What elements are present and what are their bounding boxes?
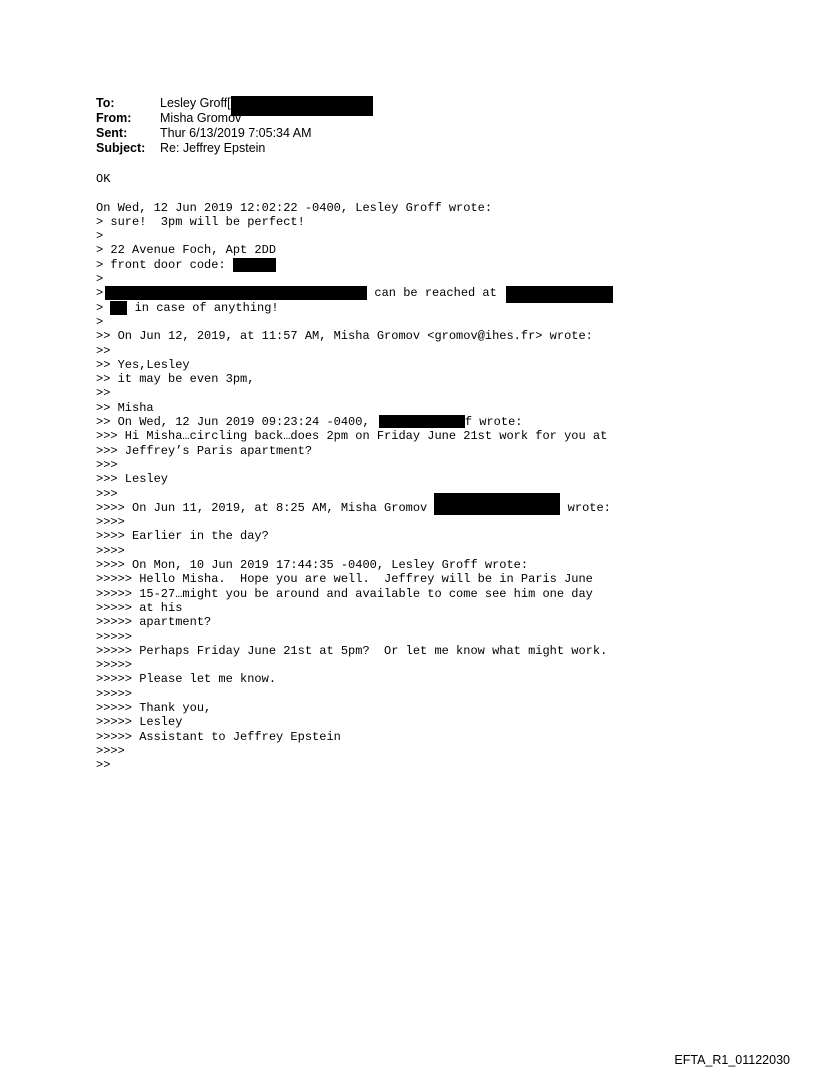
body-text: >> On Wed, 12 Jun 2019 09:23:24 -0400, bbox=[96, 415, 377, 430]
body-line: >>> bbox=[96, 457, 118, 472]
body-line: >> bbox=[96, 343, 111, 358]
sent-value: Thur 6/13/2019 7:05:34 AM bbox=[160, 126, 312, 140]
redaction-block bbox=[105, 286, 367, 300]
subject-label: Subject: bbox=[96, 141, 146, 155]
body-line: >>>> bbox=[96, 543, 125, 558]
body-line: >> bbox=[96, 386, 111, 401]
redaction-block bbox=[110, 301, 127, 315]
body-text: wrote: bbox=[560, 500, 611, 515]
document-id: EFTA_R1_01122030 bbox=[674, 1053, 790, 1067]
body-line: >>> Jeffrey’s Paris apartment? bbox=[96, 443, 313, 458]
body-line: >>>>> at his bbox=[96, 600, 183, 615]
from-value: Misha Gromov bbox=[160, 111, 242, 125]
body-line bbox=[96, 286, 613, 300]
to-text: Lesley Groff[ bbox=[160, 96, 231, 110]
email-body bbox=[96, 172, 613, 772]
body-line: >> bbox=[96, 758, 111, 773]
body-text: > bbox=[96, 300, 111, 315]
body-text: >>>> On Jun 11, 2019, at 8:25 AM, Misha Gromov bbox=[96, 500, 435, 515]
to-label: To: bbox=[96, 96, 115, 110]
body-line: >>>>> bbox=[96, 629, 133, 644]
body-line: OK bbox=[96, 172, 111, 186]
body-line: >>>> On Mon, 10 Jun 2019 17:44:35 -0400, Lesley Groff wrote: bbox=[96, 558, 529, 573]
body-line: >> On Jun 12, 2019, at 11:57 AM, Misha Gromov <gromov@ihes.fr> wrote: bbox=[96, 329, 593, 344]
body-line: > bbox=[96, 314, 104, 329]
from-label: From: bbox=[96, 111, 132, 125]
body-line: >>> Hi Misha…circling back…does 2pm on Friday June 21st work for you at bbox=[96, 429, 608, 444]
body-text: can be reached at bbox=[367, 286, 505, 301]
body-text: > front door code: bbox=[96, 257, 233, 272]
sent-label: Sent: bbox=[96, 126, 128, 140]
body-line: >>>>> Thank you, bbox=[96, 700, 212, 715]
body-text: > bbox=[96, 286, 104, 301]
body-line: >>>> Earlier in the day? bbox=[96, 529, 269, 544]
body-line: >>>>> Assistant to Jeffrey Epstein bbox=[96, 729, 341, 744]
body-line: > sure! 3pm will be perfect! bbox=[96, 214, 305, 229]
body-line: > 22 Avenue Foch, Apt 2DD bbox=[96, 243, 277, 258]
redaction-block bbox=[233, 258, 276, 272]
body-line: >>>> bbox=[96, 743, 125, 758]
body-line: >> it may be even 3pm, bbox=[96, 372, 255, 387]
body-line: >>>>> bbox=[96, 658, 133, 673]
body-line bbox=[96, 501, 613, 515]
body-text: in case of anything! bbox=[127, 300, 279, 315]
body-line bbox=[96, 258, 613, 272]
body-line: >>>>> Please let me know. bbox=[96, 672, 277, 687]
body-line: On Wed, 12 Jun 2019 12:02:22 -0400, Lesley Groff wrote: bbox=[96, 200, 493, 215]
body-line: >>>>> Lesley bbox=[96, 715, 183, 730]
body-line bbox=[96, 301, 613, 315]
redaction-block bbox=[231, 96, 373, 116]
body-line: >> Misha bbox=[96, 400, 154, 415]
body-line: > bbox=[96, 229, 104, 244]
body-line: >>>>> Hello Misha. Hope you are well. Jeffrey will be in Paris June bbox=[96, 572, 593, 587]
body-line: >>> bbox=[96, 486, 118, 501]
body-line bbox=[96, 415, 613, 429]
body-line: >>>>> apartment? bbox=[96, 615, 212, 630]
body-line: > bbox=[96, 272, 104, 287]
body-line: >>>>> bbox=[96, 686, 133, 701]
body-line: >> Yes,Lesley bbox=[96, 357, 190, 372]
body-text: f wrote: bbox=[464, 415, 523, 430]
body-line: >>> Lesley bbox=[96, 472, 169, 487]
body-line: >>>>> Perhaps Friday June 21st at 5pm? Or let me know what might work. bbox=[96, 643, 608, 658]
subject-value: Re: Jeffrey Epstein bbox=[160, 141, 266, 155]
redaction-block bbox=[379, 415, 465, 428]
body-line: >>>>> 15-27…might you be around and available to come see him one day bbox=[96, 586, 593, 601]
redaction-block bbox=[434, 493, 560, 515]
body-line: >>>> bbox=[96, 515, 125, 530]
